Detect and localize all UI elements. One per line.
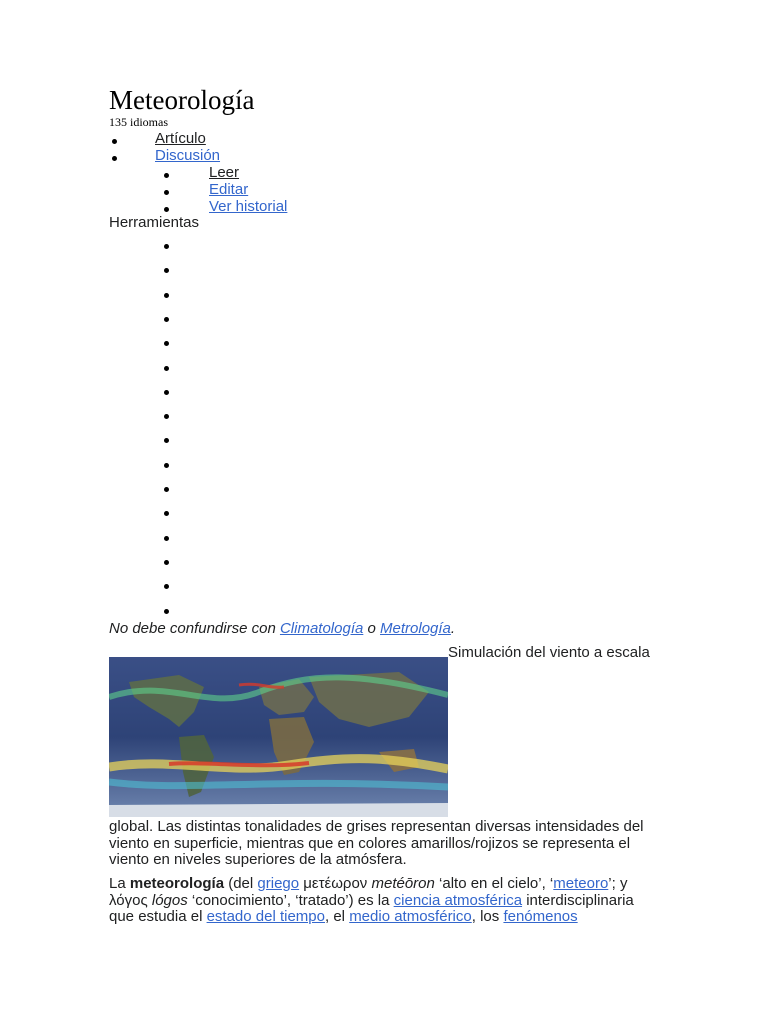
tools-list-item[interactable]: [164, 536, 169, 541]
figure-caption-start: Simulación del viento a escala: [448, 644, 650, 661]
bullet: [112, 139, 117, 144]
tools-list-item[interactable]: [164, 390, 169, 395]
tab-history[interactable]: Ver historial: [209, 198, 288, 215]
lead-text: , el: [325, 908, 350, 925]
tools-list-item[interactable]: [164, 268, 169, 273]
lead-paragraph: [109, 876, 661, 926]
lead-text: ’; y λόγος: [109, 875, 628, 909]
lead-term: meteorología: [129, 875, 225, 892]
tools-list-item[interactable]: [164, 511, 169, 516]
hatnote-suffix: .: [450, 620, 456, 637]
tools-label[interactable]: Herramientas: [109, 214, 200, 231]
lead-italic: metéōron: [371, 875, 435, 892]
link-ciencia-atmosferica[interactable]: ciencia atmosférica: [393, 891, 523, 909]
language-count[interactable]: 135 idiomas: [109, 115, 168, 129]
hatnote-middle: o: [367, 620, 376, 637]
tools-list-item[interactable]: [164, 560, 169, 565]
lead-text: μετέωρον: [299, 875, 372, 892]
link-estado-del-tiempo[interactable]: estado del tiempo: [206, 908, 325, 925]
tab-edit[interactable]: Editar: [209, 181, 249, 198]
lead-text: La: [109, 875, 130, 892]
lead-text: interdisciplinaria que estudia el: [109, 891, 634, 925]
bullet: [112, 156, 117, 161]
tools-list-item[interactable]: [164, 317, 169, 322]
link-fenomenos[interactable]: fenómenos: [503, 908, 578, 925]
link-griego[interactable]: griego: [257, 875, 300, 892]
link-metrologia[interactable]: Metrología: [380, 620, 451, 637]
tools-list-item[interactable]: [164, 438, 169, 443]
tab-read[interactable]: Leer: [209, 164, 240, 181]
lead-text: (del: [224, 875, 258, 892]
wind-simulation-image[interactable]: [109, 657, 448, 817]
bullet: [164, 207, 169, 212]
hatnote: [109, 620, 455, 637]
figure-caption: global. Las distintas tonalidades de grises representan diversas intensidades del viento en superficie, mientras que en colores amarillos/rojizos se representa el viento en niveles superiores de la atmósfera.: [109, 818, 644, 868]
tools-list-item[interactable]: [164, 366, 169, 371]
page-title: Meteorología: [109, 85, 255, 115]
tools-list-item[interactable]: [164, 609, 169, 614]
tools-list-item[interactable]: [164, 414, 169, 419]
tab-article[interactable]: Artículo: [155, 130, 206, 147]
bullet: [164, 173, 169, 178]
link-meteoro[interactable]: meteoro: [553, 875, 609, 892]
tab-discussion[interactable]: Discusión: [155, 147, 221, 164]
tools-list-item[interactable]: [164, 463, 169, 468]
tools-list-item[interactable]: [164, 244, 169, 249]
bullet: [164, 190, 169, 195]
tools-list-item[interactable]: [164, 487, 169, 492]
lead-text: ‘conocimiento’, ‘tratado’) es la: [187, 891, 394, 909]
lead-text: ‘alto en el cielo’, ‘: [434, 875, 554, 892]
tools-list-item[interactable]: [164, 584, 169, 589]
hatnote-prefix: No debe confundirse con: [109, 620, 276, 637]
lead-italic: lógos: [151, 891, 188, 909]
tools-list-item[interactable]: [164, 293, 169, 298]
lead-text: , los: [471, 908, 504, 925]
link-medio-atmosferico[interactable]: medio atmosférico: [349, 908, 472, 925]
link-climatologia[interactable]: Climatología: [279, 620, 364, 637]
tools-list-item[interactable]: [164, 341, 169, 346]
